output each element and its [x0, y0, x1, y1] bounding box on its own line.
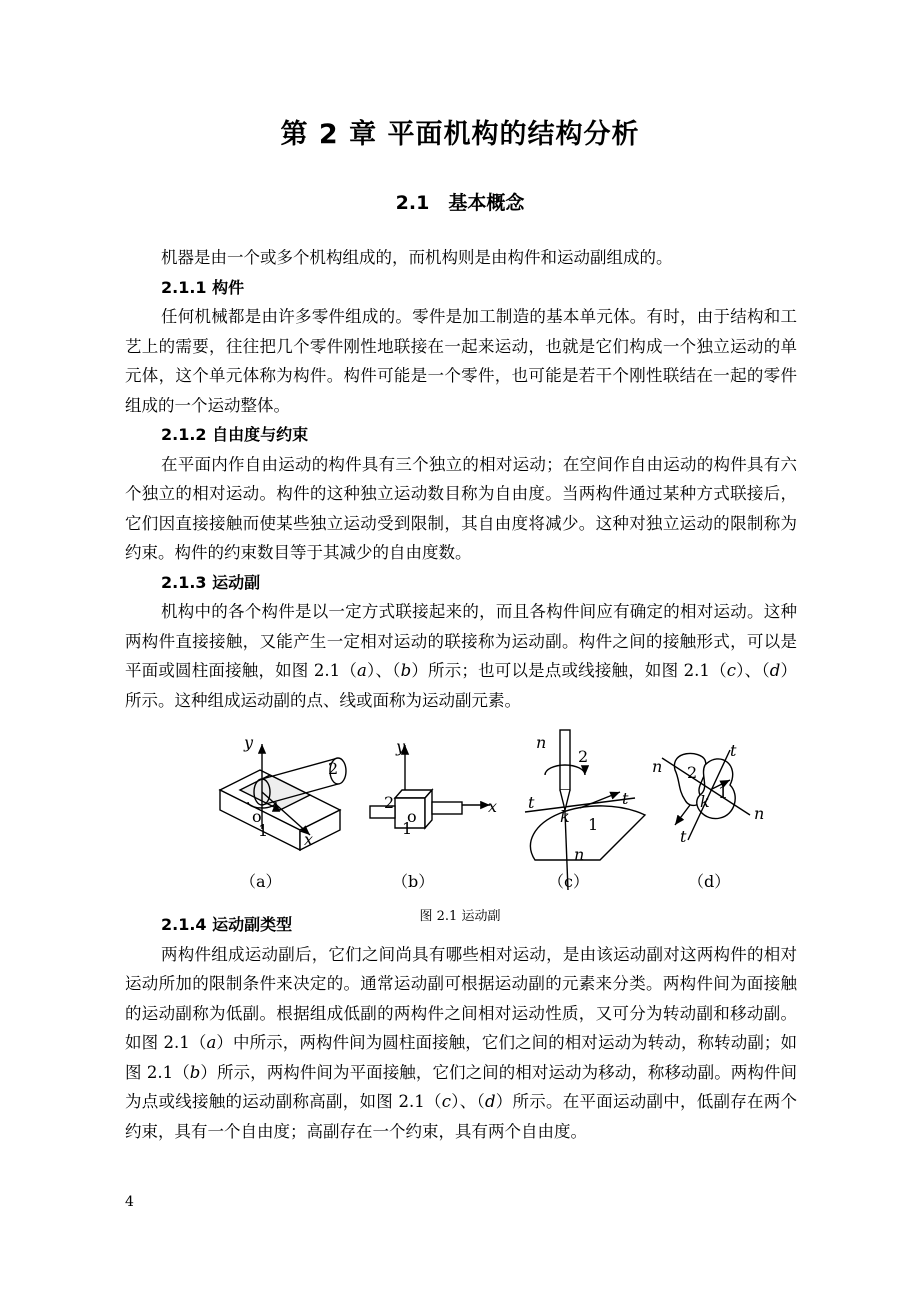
chapter-title: 第 2 章 平面机构的结构分析	[280, 119, 640, 150]
fig-d-tangent-t-bottom: t	[680, 827, 687, 846]
fig-d-contact-k: k	[700, 792, 710, 811]
fig-c-part-2: 2	[578, 747, 589, 766]
fig-b-axis-y: y	[396, 737, 406, 756]
p213-letter-b: b	[400, 661, 412, 680]
text-block-top	[125, 243, 797, 715]
p213-letter-d: d	[769, 661, 781, 680]
fig-b-part-2: 2	[384, 793, 395, 812]
text-block-bottom	[125, 910, 797, 1146]
paragraph-2-1-2: 在平面内作自由运动的构件具有三个独立的相对运动；在空间作自由运动的构件具有六个独立的相对运动。构件的这种独立运动数目称为自由度。当两构件通过某种方式联接后，它们因直接接触而使某些独立运动受到限制，其自由度将减少。这种对独立运动的限制称为约束。构件的约束数目等于其减少的自由度数。	[125, 454, 797, 562]
paragraph-2-1-3	[125, 597, 797, 715]
fig-c-part-1: 1	[588, 815, 599, 834]
fig-b-label: （b）	[392, 872, 435, 891]
paragraph-2-1-1: 任何机械都是由许多零件组成的。零件是加工制造的基本单元体。有时，由于结构和工艺上的需要，往往把几个零件刚性地联接在一起来运动，也就是它们构成一个独立运动的单元体，这个单元体称为构件。构件可能是一个零件，也可能是若干个刚性联结在一起的零件组成的一个运动整体。	[125, 307, 797, 415]
heading-2-1-1: 2.1.1 构件	[161, 277, 245, 297]
fig-d-part-1: 1	[718, 783, 729, 802]
p213-text-3: ）所示；也可以是点或线接触，如图 2.1（	[411, 661, 727, 680]
p214-text-1: 两构件组成运动副后，它们之间尚具有哪些相对运动，是由该运动副对这两构件的相对运动所加的限制条件来决定的。通常运动副可根据运动副的元素来分类。两构件间为面接触的运动副称为低副。根据组成低副的两构件之间相对运动性质，又可分为转动副和移动副。如图 2.1（	[125, 944, 797, 1052]
fig-b-origin-o: o	[407, 807, 417, 826]
figure-drawing	[200, 730, 765, 930]
fig-a-origin-o: o	[252, 807, 262, 826]
figure-b-prismatic-pair	[370, 745, 490, 828]
fig-c-label: （c）	[548, 872, 589, 891]
p214-text-5: ）所示。在平面运动副中，低副存在两个约束，具有一个自由度；高副存在一个约束，具有两个自由度。	[125, 1092, 798, 1141]
fig-a-axis-y: y	[244, 733, 254, 752]
figure-2-1-kinematic-pairs	[200, 730, 765, 930]
section-title: 2.1 基本概念	[395, 192, 525, 214]
fig-b-part-1: 1	[402, 819, 413, 838]
fig-c-normal-n-bottom: n	[574, 845, 585, 864]
p213-letter-c: c	[726, 661, 737, 680]
fig-c-tangent-t-left: t	[528, 793, 535, 812]
intro-paragraph: 机器是由一个或多个机构组成的，而机构则是由构件和运动副组成的。	[161, 248, 673, 267]
fig-a-axis-x: x	[304, 830, 314, 849]
p213-text-2: ）、（	[366, 661, 401, 680]
fig-d-label: （d）	[688, 872, 731, 891]
fig-d-tangent-t-top: t	[730, 741, 737, 760]
p214-text-3: ）所示，两构件间为平面接触，它们之间的相对运动为移动，称移动副。两构件间为点或线接触的运动副称高副，如图 2.1（	[125, 1062, 797, 1111]
page-number: 4	[125, 1194, 134, 1210]
fig-b-axis-x: x	[488, 797, 498, 816]
fig-d-normal-n-right: n	[754, 804, 765, 823]
fig-a-part-2: 2	[328, 759, 339, 778]
fig-c-tangent-t-right: t	[622, 789, 629, 808]
p214-letter-c: c	[441, 1092, 451, 1111]
p213-letter-a: a	[357, 661, 367, 680]
p213-text-1: 机构中的各个构件是以一定方式联接起来的，而且各构件间应有确定的相对运动。这种两构件直接接触，又能产生一定相对运动的联接称为运动副。构件之间的接触形式，可以是平面或圆柱面接触，如图 2.1（	[125, 602, 797, 680]
p214-letter-d: d	[484, 1092, 496, 1111]
figure-caption: 图 2.1 运动副	[419, 909, 501, 924]
p214-text-2: ）中所示，两构件间为圆柱面接触，它们之间的相对运动为转动，称转动副；如图 2.1（	[125, 1033, 797, 1082]
heading-2-1-4: 2.1.4 运动副类型	[161, 915, 293, 934]
heading-2-1-3: 2.1.3 运动副	[161, 572, 261, 592]
p214-letter-a: a	[206, 1033, 217, 1052]
paragraph-2-1-4	[125, 940, 797, 1147]
fig-d-part-2: 2	[687, 763, 698, 782]
p214-text-4: ）、（	[450, 1092, 485, 1111]
p213-text-4: ）、（	[736, 661, 770, 680]
p214-letter-b: b	[189, 1062, 201, 1082]
heading-2-1-2: 2.1.2 自由度与约束	[161, 425, 309, 444]
fig-d-normal-n-left: n	[652, 757, 663, 776]
fig-c-normal-n-top: n	[536, 733, 547, 752]
fig-a-label: （a）	[240, 872, 282, 891]
fig-a-part-1: 1	[258, 821, 269, 840]
p213-text-5: ）所示。这种组成运动副的点、线或面称为运动副元素。	[125, 661, 798, 710]
fig-c-contact-k: k	[560, 807, 570, 826]
